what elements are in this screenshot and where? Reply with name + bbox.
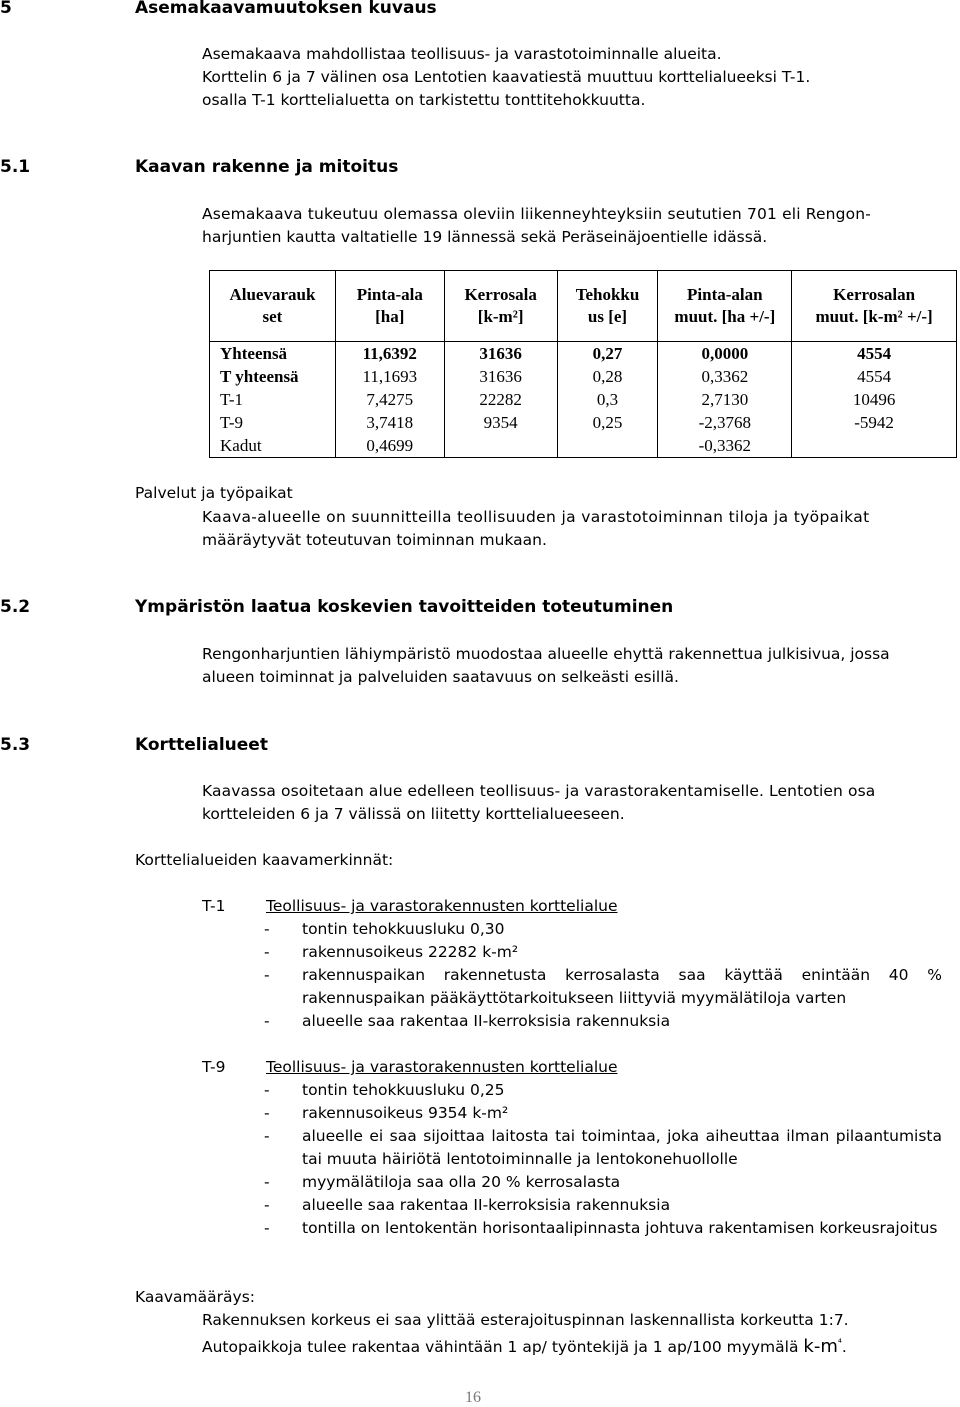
section-5-1-paragraph-line-1: Asemakaava tukeutuu olemassa oleviin liikenneyhteyksiin seututien 701 eli Rengon- — [202, 205, 871, 223]
t9-item-dash: - — [264, 1173, 270, 1191]
table-cell: 7,4275 — [335, 388, 444, 411]
table-cell: 4554 — [792, 342, 957, 366]
table-cell: 0,4699 — [335, 434, 444, 458]
table-cell: 0,28 — [557, 365, 658, 388]
table-cell: 2,7130 — [658, 388, 792, 411]
table-cell: 31636 — [444, 342, 557, 366]
t1-item-dash: - — [264, 920, 270, 938]
regulation-line-2-end: . — [841, 1338, 847, 1357]
table-cell: 0,3 — [557, 388, 658, 411]
t1-item-dash: - — [264, 966, 270, 984]
table-header-cell: Kerrosalan muut. [k-m² +/-] — [792, 271, 957, 342]
t9-item-dash: - — [264, 1127, 270, 1145]
table-cell — [557, 434, 658, 458]
table-header-cell: Kerrosala [k-m²] — [444, 271, 557, 342]
section-5-line-2: Korttelin 6 ja 7 välinen osa Lentotien kaavatiestä muuttuu korttelialueeksi T-1. — [202, 68, 811, 86]
section-5-3-title: Korttelialueet — [135, 735, 268, 755]
t1-item: tontin tehokkuusluku 0,30 — [302, 920, 505, 938]
section-5-2-title: Ympäristön laatua koskevien tavoitteiden toteutuminen — [135, 597, 674, 617]
table-header-cell: Pinta-alan muut. [ha +/-] — [658, 271, 792, 342]
table-cell: 22282 — [444, 388, 557, 411]
table-cell: 0,25 — [557, 411, 658, 434]
regulations-heading: Kaavamääräys: — [135, 1288, 255, 1306]
table-cell: 11,1693 — [335, 365, 444, 388]
section-5-2-line-2: alueen toiminnat ja palveluiden saatavuus on selkeästi esillä. — [202, 668, 679, 686]
t9-item: tontin tehokkuusluku 0,25 — [302, 1081, 505, 1099]
regulation-line-1: Rakennuksen korkeus ei saa ylittää esterajoituspinnan laskennallista korkeutta 1:7. — [202, 1311, 849, 1329]
table-cell: Kadut — [210, 434, 336, 458]
services-line-2: määräytyvät toteutuvan toiminnan mukaan. — [202, 531, 547, 549]
t9-item-dash: - — [264, 1219, 270, 1237]
section-5-title: Asemakaavamuutoksen kuvaus — [135, 0, 437, 18]
section-5-1-title: Kaavan rakenne ja mitoitus — [135, 157, 399, 177]
section-5-2-number: 5.2 — [0, 597, 31, 617]
t1-item: rakennuspaikan rakennetusta kerrosalasta saa käyttää enintään 40 % rakennuspaikan pääkäyttötarkoitukseen liittyviä myymälätiloja varten — [302, 966, 942, 1007]
regulation-line-2-text: Autopaikkoja tulee rakentaa vähintään 1 ap/ työntekijä ja 1 ap/100 myymälä — [202, 1338, 799, 1357]
section-5-1-paragraph-line-2: harjuntien kautta valtatielle 19 lännessä sekä Peräseinäjoentielle idässä. — [202, 228, 768, 246]
table-cell: T-1 — [210, 388, 336, 411]
table-cell: -2,3768 — [658, 411, 792, 434]
t9-item-dash: - — [264, 1196, 270, 1214]
t1-code: T-1 — [202, 897, 226, 915]
section-5-1-number: 5.1 — [0, 157, 31, 177]
table-row — [210, 342, 957, 366]
table-cell: T yhteensä — [210, 365, 336, 388]
t9-item: tontilla on lentokentän horisontaalipinnasta johtuva rakentamisen korkeusrajoitus — [302, 1219, 938, 1237]
table-cell: 31636 — [444, 365, 557, 388]
t9-code: T-9 — [202, 1058, 226, 1076]
services-line-1: Kaava-alueelle on suunnitteilla teollisuuden ja varastotoiminnan tiloja ja työpaikat — [202, 508, 870, 526]
regulation-line-2-sup: ⁴ — [837, 1338, 842, 1349]
table-header-row — [210, 271, 957, 342]
t9-item-dash: - — [264, 1081, 270, 1099]
regulation-line-2 — [202, 1332, 847, 1359]
table-cell: 0,0000 — [658, 342, 792, 366]
table-cell — [444, 434, 557, 458]
section-5-3-number: 5.3 — [0, 735, 31, 755]
section-5-3-line-1: Kaavassa osoitetaan alue edelleen teollisuus- ja varastorakentamiselle. Lentotien osa — [202, 782, 876, 800]
table-header-cell: Tehokku us [e] — [557, 271, 658, 342]
t1-item: rakennusoikeus 22282 k-m² — [302, 943, 519, 961]
t9-item: alueelle saa rakentaa II-kerroksisia rakennuksia — [302, 1196, 671, 1214]
section-5-2-line-1: Rengonharjuntien lähiympäristö muodostaa alueelle ehyttä rakennettua julkisivua, jossa — [202, 645, 890, 663]
table-cell: 4554 — [792, 365, 957, 388]
t1-title: Teollisuus- ja varastorakennusten korttelialue — [266, 897, 618, 915]
t1-item-dash: - — [264, 1012, 270, 1030]
t9-item-dash: - — [264, 1104, 270, 1122]
table-cell: 0,27 — [557, 342, 658, 366]
regulation-line-2-unit: k-m — [803, 1336, 838, 1358]
table-row — [210, 365, 957, 388]
table-row — [210, 411, 957, 434]
t9-item: myymälätiloja saa olla 20 % kerrosalasta — [302, 1173, 621, 1191]
table-cell: 9354 — [444, 411, 557, 434]
t1-item-dash: - — [264, 943, 270, 961]
table-cell — [792, 434, 957, 458]
t9-item: rakennusoikeus 9354 k-m² — [302, 1104, 509, 1122]
table-cell: 3,7418 — [335, 411, 444, 434]
table-header-cell: Pinta-ala [ha] — [335, 271, 444, 342]
t9-item: alueelle ei saa sijoittaa laitosta tai toimintaa, joka aiheuttaa ilman pilaantumista tai muuta häiriötä lentotoiminnalle ja lentokonehuollolle — [302, 1127, 942, 1168]
table-header-cell: Aluevarauk set — [210, 271, 336, 342]
table-cell: 10496 — [792, 388, 957, 411]
t1-item: alueelle saa rakentaa II-kerroksisia rakennuksia — [302, 1012, 671, 1030]
table-cell: 0,3362 — [658, 365, 792, 388]
area-table — [209, 270, 957, 458]
markings-heading: Korttelialueiden kaavamerkinnät: — [135, 851, 394, 869]
table-cell: T-9 — [210, 411, 336, 434]
table-cell: -0,3362 — [658, 434, 792, 458]
table-row — [210, 434, 957, 458]
table-cell: -5942 — [792, 411, 957, 434]
table-cell: Yhteensä — [210, 342, 336, 366]
page-number: 16 — [465, 1389, 481, 1406]
table-cell: 11,6392 — [335, 342, 444, 366]
section-5-number: 5 — [0, 0, 12, 18]
section-5-3-line-2: kortteleiden 6 ja 7 välissä on liitetty korttelialueeseen. — [202, 805, 625, 823]
t9-title: Teollisuus- ja varastorakennusten korttelialue — [266, 1058, 618, 1076]
section-5-line-1: Asemakaava mahdollistaa teollisuus- ja varastotoiminnalle alueita. — [202, 45, 722, 63]
table-row — [210, 388, 957, 411]
section-5-line-3: osalla T-1 korttelialuetta on tarkistettu tonttitehokkuutta. — [202, 91, 646, 109]
services-heading: Palvelut ja työpaikat — [135, 484, 293, 502]
